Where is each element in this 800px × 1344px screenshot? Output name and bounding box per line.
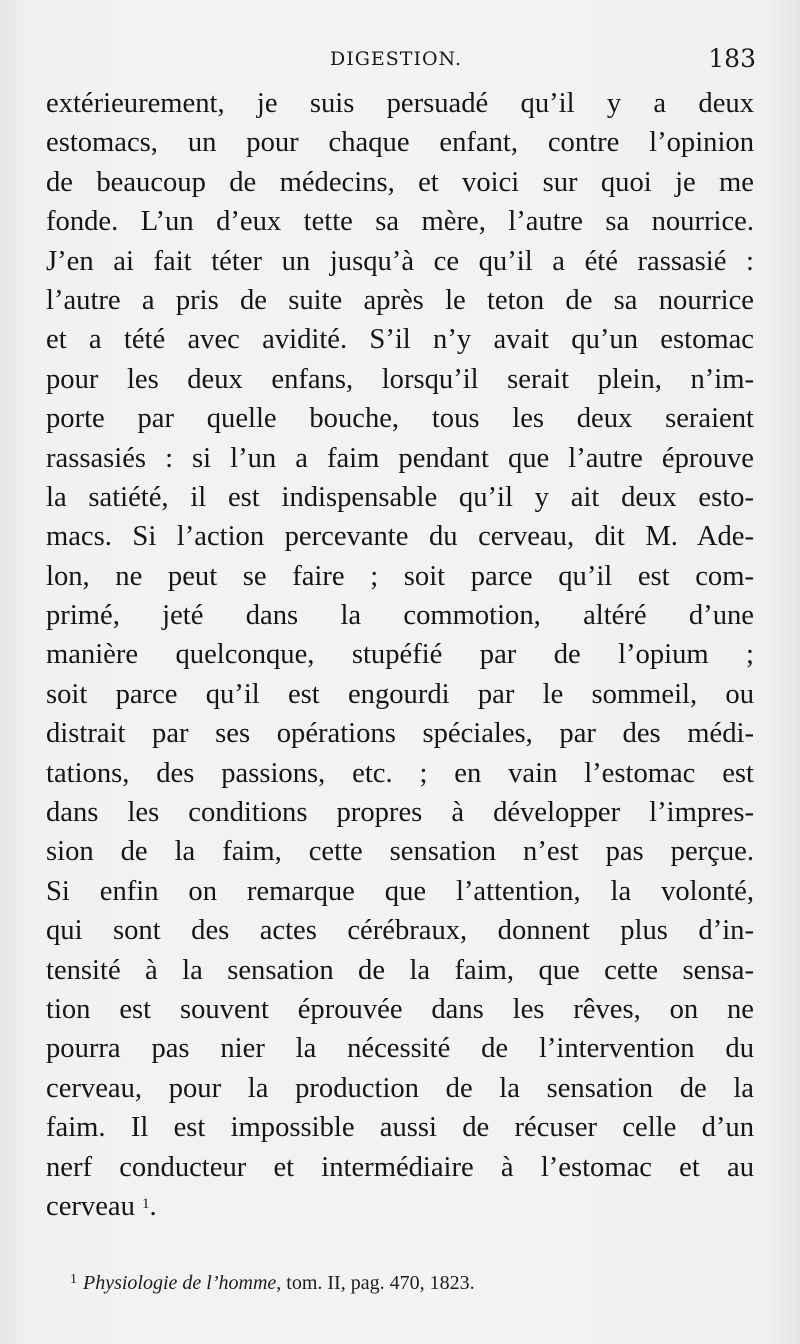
footnote-details: , tom. II, pag. 470, 1823. <box>276 1272 475 1294</box>
text-line: Si enfin on remarque que l’attention, la volonté, <box>46 875 754 907</box>
text-line: l’autre a pris de suite après le teton de sa nourrice <box>46 284 754 316</box>
footnote-reference[interactable]: 1 <box>142 1195 150 1212</box>
running-head <box>0 44 800 84</box>
text-line-last: cerveau $^1$. <box>46 1190 157 1222</box>
text-line: faim. Il est impossible aussi de récuser celle d’un <box>46 1112 754 1144</box>
running-title: DIGESTION. <box>330 48 463 70</box>
text-line-final: cerveau <box>46 1190 135 1222</box>
text-line: lon, ne peut se faire ; soit parce qu’il est com- <box>46 560 754 592</box>
text-line: porte par quelle bouche, tous les deux seraient <box>46 403 754 435</box>
text-line: estomacs, un pour chaque enfant, contre l’opinion <box>46 127 754 159</box>
text-line: et a tété avec avidité. S’il n’y avait qu’un estomac <box>46 324 754 356</box>
text-line: nerf conducteur et intermédiaire à l’estomac et au <box>46 1151 754 1183</box>
text-line: pourra pas nier la nécessité de l’intervention du <box>46 1033 754 1065</box>
text-line: pour les deux enfans, lorsqu’il serait plein, n’im- <box>46 363 754 395</box>
text-line: tations, des passions, etc. ; en vain l’estomac est <box>46 757 754 789</box>
text-line: tensité à la sensation de la faim, que cette sensa- <box>46 954 754 986</box>
text-line: dans les conditions propres à développer l’impres- <box>46 797 754 829</box>
footnote <box>70 1272 475 1295</box>
text-line: soit parce qu’il est engourdi par le sommeil, ou <box>46 678 754 710</box>
text-line: extérieurement, je suis persuadé qu’il y a deux <box>46 88 754 119</box>
text-line: J’en ai fait téter un jusqu’à ce qu’il a été rassasié : <box>46 245 754 277</box>
text-line: la satiété, il est indispensable qu’il y ait deux esto- <box>46 481 754 513</box>
text-line: de beaucoup de médecins, et voici sur quoi je me <box>46 166 754 198</box>
text-line: tion est souvent éprouvée dans les rêves, on ne <box>46 993 754 1025</box>
text-line: manière quelconque, stupéfié par de l’opium ; <box>46 639 754 671</box>
text-line: fonde. L’un d’eux tette sa mère, l’autre sa nourrice. <box>46 206 754 238</box>
footnote-marker: 1 <box>70 1272 77 1287</box>
page-number: 183 <box>708 44 756 73</box>
text-line: sion de la faim, cette sensation n’est pas perçue. <box>46 836 754 868</box>
body-text <box>46 84 754 1226</box>
footnote-title: Physiologie de l’homme <box>83 1272 277 1294</box>
text-line: distrait par ses opérations spéciales, par des médi- <box>46 718 754 750</box>
text-line: qui sont des actes cérébraux, donnent plus d’in- <box>46 915 754 947</box>
text-line: rassasiés : si l’un a faim pendant que l’autre éprouve <box>46 442 754 474</box>
text-line: cerveau, pour la production de la sensation de la <box>46 1072 754 1104</box>
text-line: primé, jeté dans la commotion, altéré d’une <box>46 600 754 632</box>
text-line: macs. Si l’action percevante du cerveau, dit M. Ade- <box>46 521 754 553</box>
